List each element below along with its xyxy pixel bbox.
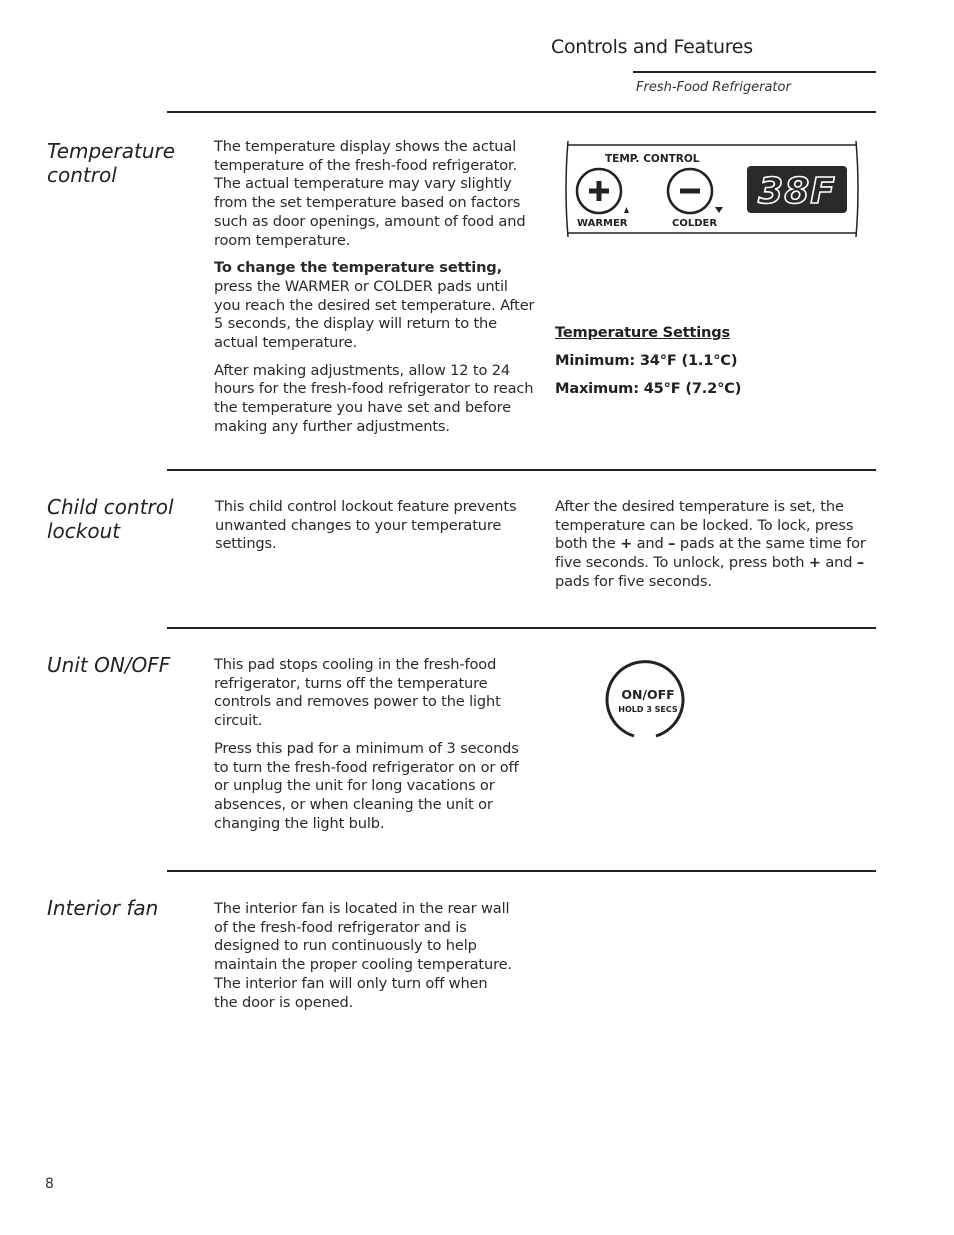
child-lock-text-a: After the desired temperature is set, the temperature can be locked. To lock, press both the [555, 498, 854, 553]
temperature-para-3: After making adjustments, allow 12 to 24 hours for the fresh-food refrigerator to reach the temperature you have set and before making any further adjustments. [214, 361, 534, 435]
temperature-para-2 [214, 259, 536, 353]
section-divider [167, 111, 876, 113]
child-lock-and: and [825, 554, 853, 572]
unit-onoff-para-2: Press this pad for a minimum of 3 seconds to turn the fresh-food refrigerator on or off or unplug the unit for long vacations or absences, or when cleaning the unit or changing the light bulb. [214, 739, 519, 832]
child-lock-para-1: This child control lockout feature prevents unwanted changes to your temperature settings. [215, 498, 517, 553]
minus-icon [680, 189, 700, 194]
plus-symbol: + [620, 535, 633, 553]
temperature-display-value: 38F [758, 171, 836, 212]
child-lock-text-b: pads at the same time for five seconds. To unlock, press both [555, 535, 866, 572]
down-arrow-icon [715, 207, 723, 213]
interior-fan-text [214, 900, 514, 1021]
temperature-para-1: The temperature display shows the actual temperature of the fresh-food refrigerator. The actual temperature may vary slightly from the set temperature based on factors such as door openings, amount of food and room temperature. [214, 138, 526, 249]
section-divider [167, 469, 876, 471]
interior-fan-para-1: The interior fan is located in the rear wall of the fresh-food refrigerator and is designed to run continuously to help maintain the proper cooling temperature. The interior fan will only turn off when the door is opened. [214, 900, 512, 1011]
minus-symbol: – [668, 535, 676, 553]
warmer-pad [577, 169, 621, 213]
page-number: 8 [45, 1176, 54, 1192]
onoff-button-illustration [604, 658, 694, 742]
child-lock-instructions [555, 498, 873, 601]
minus-symbol: – [856, 554, 865, 572]
section-divider [167, 627, 876, 629]
unit-onoff-para-1: This pad stops cooling in the fresh-food refrigerator, turns off the temperature controls and removes power to the light circuit. [214, 656, 501, 730]
section-title-temperature-control: Temperature control [47, 139, 176, 187]
child-lock-text-c: pads for five seconds. [555, 572, 712, 590]
section-divider [167, 870, 876, 872]
temp-control-panel-illustration [562, 139, 862, 241]
colder-pad [668, 169, 712, 213]
temperature-control-text [214, 138, 536, 446]
section-title-child-control-lockout: Child control lockout [47, 495, 174, 543]
plus-symbol: + [808, 554, 821, 572]
warmer-label: WARMER [577, 218, 628, 229]
onoff-label: ON/OFF [621, 687, 675, 702]
onoff-sublabel: HOLD 3 SECS [618, 705, 678, 714]
section-title-interior-fan: Interior fan [47, 896, 159, 920]
up-arrow-icon [624, 207, 629, 213]
page-header-subtitle: Fresh-Food Refrigerator [636, 80, 791, 95]
child-lock-para-2 [555, 498, 873, 592]
temperature-maximum: Maximum: 45°F (7.2°C) [555, 380, 742, 397]
temperature-para-2-rest: press the WARMER or COLDER pads until you reach the desired set temperature. After 5 seconds, the display will return to the actual temperature. [214, 277, 535, 352]
child-lock-and: and [636, 535, 664, 553]
header-divider [633, 71, 876, 73]
panel-label: TEMP. CONTROL [605, 153, 700, 165]
colder-label: COLDER [672, 218, 718, 229]
child-lock-text [215, 498, 535, 563]
page-header-title: Controls and Features [551, 36, 753, 58]
temperature-settings [555, 319, 741, 403]
temperature-minimum: Minimum: 34°F (1.1°C) [555, 352, 738, 369]
section-title-unit-onoff: Unit ON/OFF [47, 653, 171, 677]
temperature-settings-heading: Temperature Settings [555, 324, 730, 341]
temperature-para-2-bold: To change the temperature setting, [214, 259, 503, 277]
plus-icon [589, 181, 609, 201]
unit-onoff-text [214, 656, 530, 842]
